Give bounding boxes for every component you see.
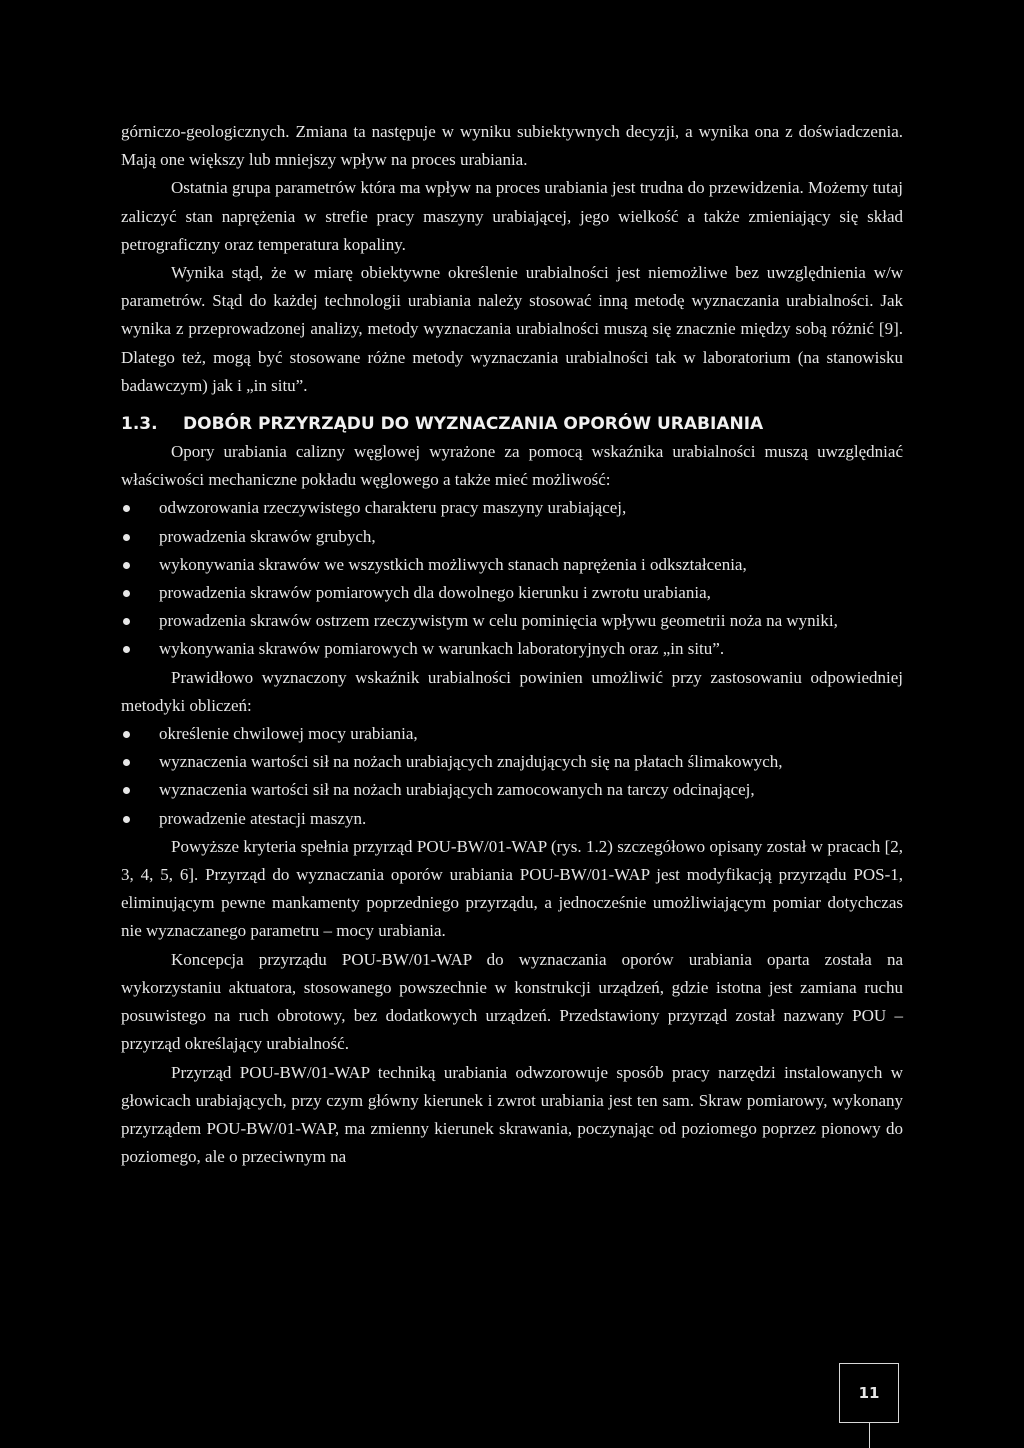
paragraph-continuation: górniczo-geologicznych. Zmiana ta następuje w wyniku subiektywnych decyzji, a wynika ona z doświadczenia. Mają one większy lub mniejszy wpływ na proces urabiania. (121, 122, 903, 170)
page-number: 11 (839, 1363, 899, 1423)
list-item: wyznaczenia wartości sił na nożach urabiających zamocowanych na tarczy odcinającej, (121, 776, 903, 804)
bullet-icon (123, 787, 130, 794)
list-item: wykonywania skrawów we wszystkich możliwych stanach naprężenia i odkształcenia, (121, 551, 903, 579)
requirements-list (121, 494, 903, 663)
paragraph-requirements-intro: Opory urabiania calizny węglowej wyrażone za pomocą wskaźnika urabialności muszą uwzględniać właściwości mechaniczne pokładu węglowego a także mieć możliwość: (121, 442, 903, 490)
bullet-icon (123, 562, 130, 569)
list-item: prowadzenia skrawów grubych, (121, 523, 903, 551)
indicator-list (121, 720, 903, 833)
list-item: wykonywania skrawów pomiarowych w warunkach laboratoryjnych oraz „in situ”. (121, 635, 903, 663)
bullet-icon (123, 759, 130, 766)
paragraph-device-concept: Koncepcja przyrządu POU-BW/01-WAP do wyznaczania oporów urabiania oparta została na wykorzystaniu aktuatora, stosowanego powszechnie w konstrukcji urządzeń, gdzie istotna jest zamiana ruchu posuwistego na ruch obrotowy, bez dodatkowych urządzeń. Przedstawiony przyrząd został nazwany POU – przyrząd określający urabialność. (121, 949, 903, 1054)
section-title: DOBÓR PRZYRZĄDU DO WYZNACZANIA OPORÓW URABIANIA (183, 414, 764, 435)
list-item: określenie chwilowej mocy urabiania, (121, 720, 903, 748)
list-item: wyznaczenia wartości sił na nożach urabiających znajdujących się na płatach ślimakowych, (121, 748, 903, 776)
paragraph-indicator-intro: Prawidłowo wyznaczony wskaźnik urabialności powinien umożliwić przy zastosowaniu odpowiedniej metodyki obliczeń: (121, 667, 903, 715)
list-item: prowadzenia skrawów pomiarowych dla dowolnego kierunku i zwrotu urabiania, (121, 579, 903, 607)
bullet-icon (123, 731, 130, 738)
list-item: prowadzenia skrawów ostrzem rzeczywistym w celu pominięcia wpływu geometrii noża na wyniki, (121, 607, 903, 635)
bullet-icon (123, 505, 130, 512)
paragraph-device-criteria: Powyższe kryteria spełnia przyrząd POU-BW/01-WAP (rys. 1.2) szczegółowo opisany został w pracach [2, 3, 4, 5, 6]. Przyrząd do wyznaczania oporów urabiania POU-BW/01-WAP jest modyfikacją przyrządu POS-1, eliminującym pewne mankamenty poprzedniego przyrządu, a jednocześnie umożliwiającym pomiar dotychczas nie wyznaczanego parametru – mocy urabiania. (121, 836, 903, 941)
bullet-icon (123, 618, 130, 625)
paragraph-conclusion: Wynika stąd, że w miarę obiektywne określenie urabialności jest niemożliwe bez uwzględnienia w/w parametrów. Stąd do każdej technologii urabiania należy stosować inną metodę wyznaczania urabialności. Jak wynika z przeprowadzonej analizy, metody wyznaczania urabialności muszą się znacznie między sobą różnić [9]. Dlatego też, mogą być stosowane różne metody wyznaczania urabialności tak w laboratorium (na stanowisku badawczym) jak i „in situ”. (121, 263, 903, 395)
list-item: odwzorowania rzeczywistego charakteru pracy maszyny urabiającej, (121, 494, 903, 522)
bullet-icon (123, 534, 130, 541)
list-item: prowadzenie atestacji maszyn. (121, 805, 903, 833)
section-number: 1.3. (121, 414, 158, 435)
section-heading (121, 412, 903, 436)
document-page (121, 118, 903, 1171)
page-number-divider (869, 1423, 870, 1448)
bullet-icon (123, 590, 130, 597)
paragraph-device-technique: Przyrząd POU-BW/01-WAP techniką urabiania odwzorowuje sposób pracy narzędzi instalowanych w głowicach urabiających, przy czym główny kierunek i zwrot urabiania jest ten sam. Skraw pomiarowy, wykonany przyrządem POU-BW/01-WAP, ma zmienny kierunek skrawania, poczynając od poziomego poprzez pionowy do poziomego, ale o przeciwnym na (121, 1062, 903, 1167)
paragraph-parameters: Ostatnia grupa parametrów która ma wpływ na proces urabiania jest trudna do przewidzenia. Możemy tutaj zaliczyć stan naprężenia w strefie pracy maszyny urabiającej, jego wielkość a także zmieniający się skład petrograficzny oraz temperatura kopaliny. (121, 178, 903, 254)
bullet-icon (123, 816, 130, 823)
bullet-icon (123, 646, 130, 653)
